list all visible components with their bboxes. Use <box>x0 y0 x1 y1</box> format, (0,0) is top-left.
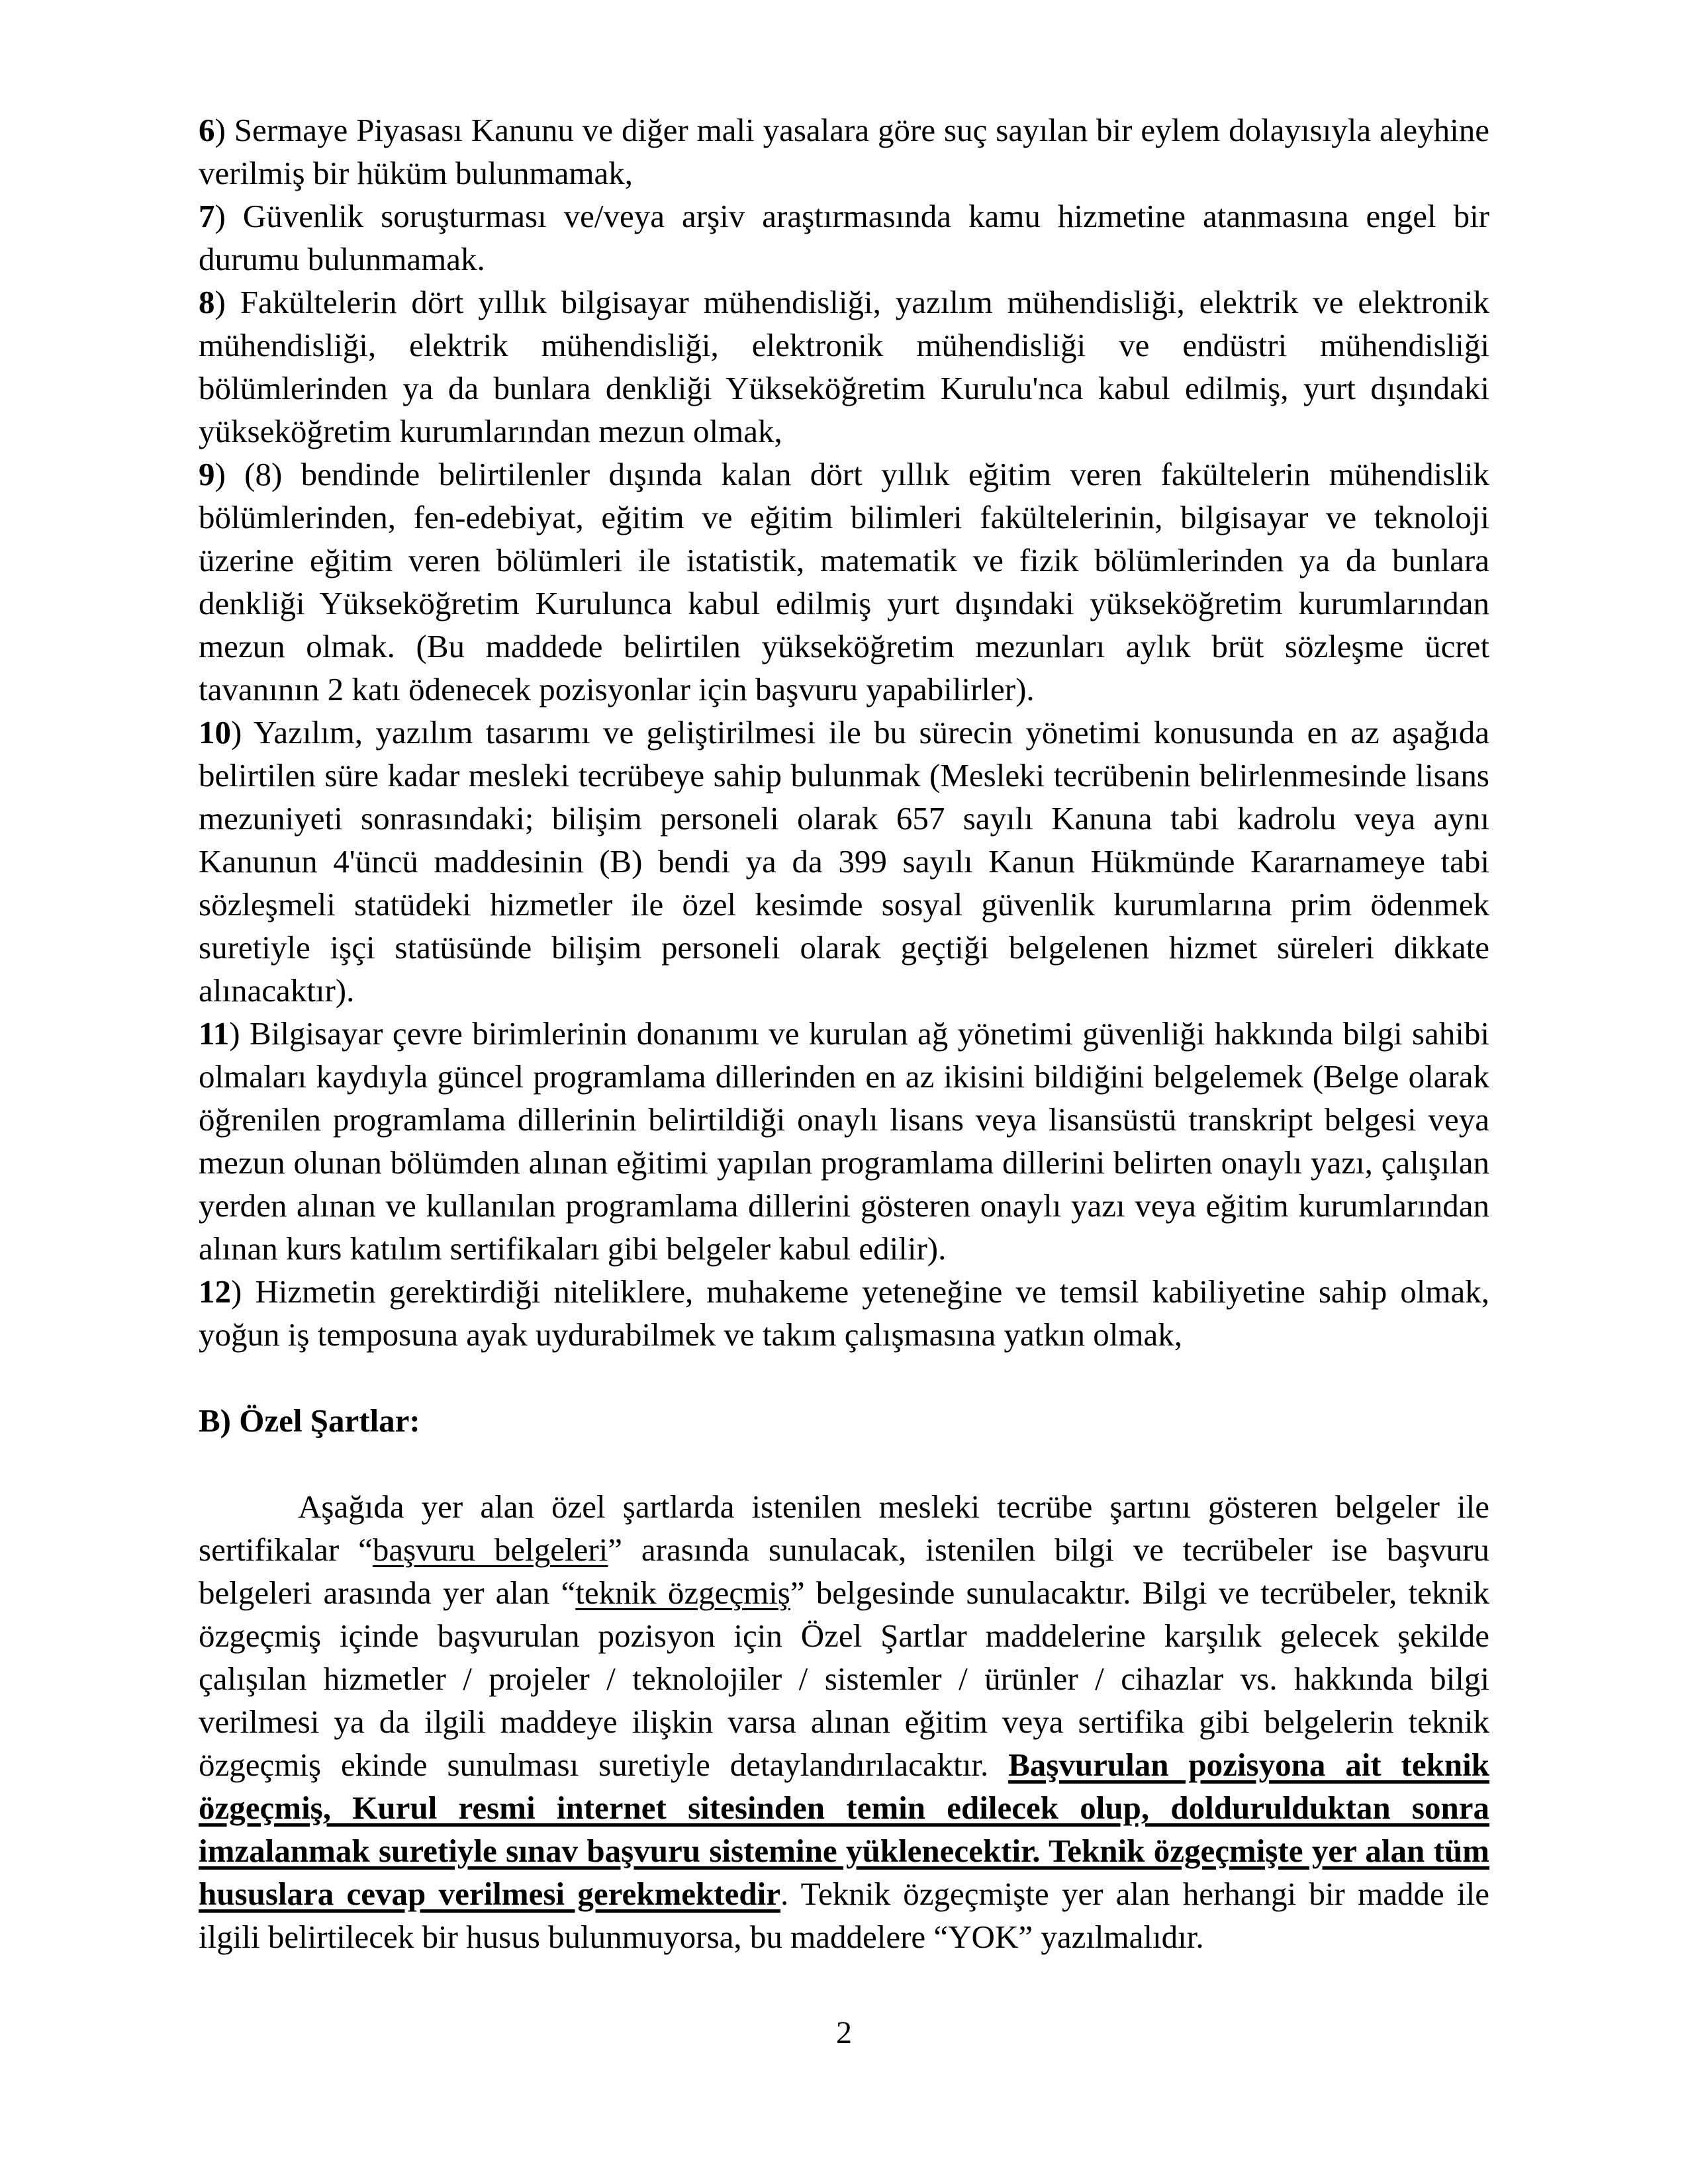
text-segment: ” belgesinde sunulacaktır. Bilgi ve tecrübeler, teknik özgeçmiş içinde başvurulan pozisyon için Özel Şartlar maddelerine karşılık gelecek şekilde çalışılan hizmetler / projeler / teknolojiler / sistemler / ürünler / cihazlar vs. hakkında bilgi verilmesi ya da ilgili maddeye ilişkin varsa alınan eğitim veya sertifika gibi belgelerin teknik özgeçmiş ekinde sunulması suretiyle detaylandırılacaktır. <box>199 1574 1489 1783</box>
item-number: 7 <box>199 198 215 234</box>
item-text: Sermaye Piyasası Kanunu ve diğer mali yasalara göre suç sayılan bir eylem dolayısıyla aleyhine verilmiş bir hüküm bulunmamak, <box>199 112 1490 191</box>
item-number-paren: ) <box>229 1015 240 1052</box>
text-segment-underlined: başvuru belgeleri <box>372 1531 608 1568</box>
section-heading: B) Özel Şartlar: <box>199 1402 420 1439</box>
numbered-item-11 <box>199 1012 1489 1270</box>
numbered-item-9 <box>199 453 1489 711</box>
item-number: 6 <box>199 112 215 148</box>
item-number: 11 <box>199 1015 230 1052</box>
item-number: 12 <box>199 1273 231 1310</box>
text-segment: Aşağıda yer alan özel şartlarda istenilen mesleki tecrübe şartını gösteren belgeler ile sertifikalar “ <box>199 1488 1489 1568</box>
numbered-item-7 <box>199 195 1489 281</box>
text-segment-bold-underlined: Başvurulan pozisyona ait teknik özgeçmiş, Kurul resmi internet sitesinden temin edilecek olup, doldurulduktan sonra imzalanmak suretiyle sınav başvuru sistemine yüklenecektir. Teknik özgeçmişte yer alan tüm hususlara cevap verilmesi gerekmektedir <box>199 1747 1489 1912</box>
numbered-item-12 <box>199 1270 1489 1356</box>
text-segment: ” arasında sunulacak, istenilen bilgi ve tecrübeler ise başvuru belgeleri arasında yer alan “ <box>199 1531 1489 1611</box>
item-number: 8 <box>199 284 215 320</box>
item-number-paren: ) <box>214 112 226 148</box>
numbered-item-10 <box>199 711 1489 1012</box>
page-number: 2 <box>836 2015 852 2050</box>
text-segment-underlined: teknik özgeçmiş <box>575 1574 790 1611</box>
item-number-paren: ) <box>231 1273 242 1310</box>
item-text: Hizmetin gerektirdiği niteliklere, muhakeme yeteneğine ve temsil kabiliyetine sahip olmak, yoğun iş temposuna ayak uydurabilmek ve takım çalışmasına yatkın olmak, <box>199 1273 1490 1353</box>
text-segment: . Teknik özgeçmişte yer alan herhangi bir madde ile ilgili belirtilecek bir husus bulunmuyorsa, bu maddelere “YOK” yazılmalıdır. <box>199 1876 1490 1955</box>
item-number-paren: ) <box>214 456 226 492</box>
item-number: 10 <box>199 714 231 751</box>
item-number: 9 <box>199 456 215 492</box>
item-text: Güvenlik soruşturması ve/veya arşiv araştırmasında kamu hizmetine atanmasına engel bir durumu bulunmamak. <box>199 198 1490 277</box>
numbered-item-8 <box>199 281 1489 453</box>
item-text: Fakültelerin dört yıllık bilgisayar mühendisliği, yazılım mühendisliği, elektrik ve elektronik mühendisliği, elektrik mühendisliği, elektronik mühendisliği ve endüstri mühendisliği bölümlerinden ya da bunlara denkliği Yükseköğretim Kurulu'nca kabul edilmiş, yurt dışındaki yükseköğretim kurumlarından mezun olmak, <box>199 284 1489 449</box>
item-number-paren: ) <box>214 198 226 234</box>
item-number-paren: ) <box>231 714 242 751</box>
document-body <box>199 109 1489 1958</box>
item-number-paren: ) <box>214 284 226 320</box>
item-text: Yazılım, yazılım tasarımı ve geliştirilmesi ile bu sürecin yönetimi konusunda en az aşağıda belirtilen süre kadar mesleki tecrübeye sahip bulunmak (Mesleki tecrübenin belirlenmesinde lisans mezuniyeti sonrasındaki; bilişim personeli olarak 657 sayılı Kanuna tabi kadrolu veya aynı Kanunun 4'üncü maddesinin (B) bendi ya da 399 sayılı Kanun Hükmünde Kararnameye tabi sözleşmeli statüdeki hizmetler ile özel kesimde sosyal güvenlik kurumlarına prim ödenmek suretiyle işçi statüsünde bilişim personeli olarak geçtiği belgelenen hizmet süreleri dikkate alınacaktır). <box>199 714 1489 1009</box>
item-text: (8) bendinde belirtilenler dışında kalan dört yıllık eğitim veren fakültelerin mühendislik bölümlerinden, fen-edebiyat, eğitim ve eğitim bilimleri fakültelerinin, bilgisayar ve teknoloji üzerine eğitim veren bölümleri ile istatistik, matematik ve fizik bölümlerinden ya da bunlara denkliği Yükseköğretim Kurulunca kabul edilmiş yurt dışındaki yükseköğretim kurumlarından mezun olmak. (Bu maddede belirtilen yükseköğretim mezunları aylık brüt sözleşme ücret tavanının 2 katı ödenecek pozisyonlar için başvuru yapabilirler). <box>199 456 1490 707</box>
item-text: Bilgisayar çevre birimlerinin donanımı ve kurulan ağ yönetimi güvenliği hakkında bilgi sahibi olmaları kaydıyla güncel programlama dillerinden en az ikisini bildiğini belgelemek (Belge olarak öğrenilen programlama dillerinin belirtildiği onaylı lisans veya lisansüstü transkript belgesi veya mezun olunan bölümden alınan eğitimi yapılan programlama dillerini belirten onaylı yazı, çalışılan yerden alınan ve kullanılan programlama dillerini gösteren onaylı yazı veya eğitim kurumlarından alınan kurs katılım sertifikaları gibi belgeler kabul edilir). <box>199 1015 1490 1267</box>
numbered-item-6 <box>199 109 1489 195</box>
closing-paragraph <box>199 1485 1489 1958</box>
